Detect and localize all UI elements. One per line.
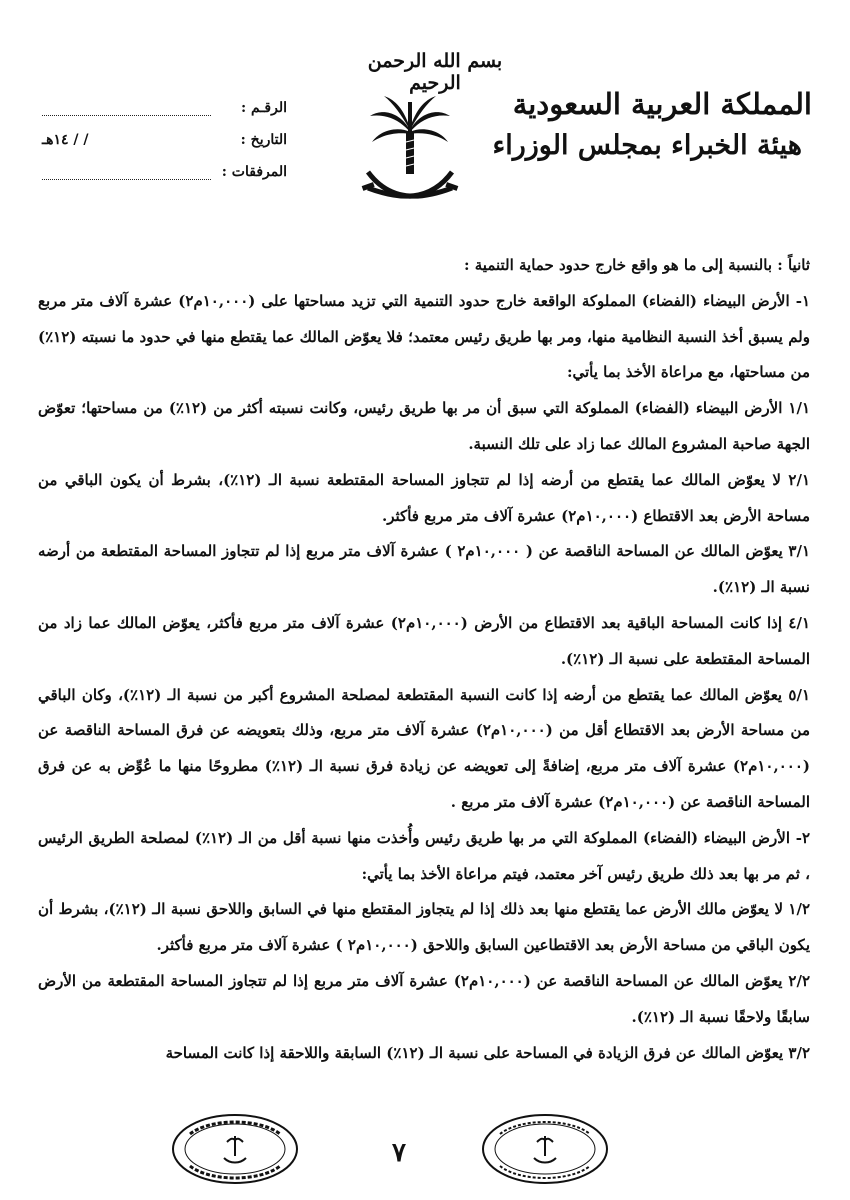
attachments-row xyxy=(42,156,287,188)
kingdom-name: المملكة العربية السعودية xyxy=(512,87,812,121)
section-heading: ثانياً : بالنسبة إلى ما هو واقع خارج حدود حماية التنمية : xyxy=(464,256,810,274)
clause-item: ٢- الأرض البيضاء (الفضاء) المملوكة التي مر بها طريق رئيس وأُخذت منها نسبة أقل من الـ (١٢٪) لمصلحة الطريق الرئيس ، ثم مر بها بعد ذلك طريق رئيس آخر معتمد، فيتم مراعاة الأخذ بما يأتي: xyxy=(38,828,810,883)
page-number: ٧ xyxy=(392,1138,406,1168)
attachments-label: المرفقات : xyxy=(221,164,287,180)
reference-number-row xyxy=(42,92,287,124)
reference-number-blank xyxy=(42,101,211,116)
clause-item: ١- الأرض البيضاء (الفضاء) المملوكة الواقعة خارج حدود التنمية التي تزيد مساحتها على (١٠,٠٠٠م٢) عشرة آلاف متر مربع ولم يسبق أخذ النسبة النظامية منها، ومر بها طريق رئيس معتمد؛ فلا يعوّض المالك عما يقتطع منها في حدود ما نسبته (١٢٪) من مساحتها، مع مراعاة الأخذ بما يأتي: xyxy=(38,291,811,382)
clause-item: ٤/١ إذا كانت المساحة الباقية بعد الاقتطاع من الأرض (١٠,٠٠٠م٢) عشرة آلاف متر مربع فأكثر، يعوّض المالك عما زاد من المساحة المقتطعة على نسبة الـ (١٢٪). xyxy=(38,613,810,668)
agency-name: هيئة الخبراء بمجلس الوزراء xyxy=(492,130,802,161)
palm-and-swords-emblem-icon xyxy=(360,92,460,212)
clause-item: ٢/١ لا يعوّض المالك عما يقتطع من أرضه إذا لم تتجاوز المساحة المقتطعة نسبة الـ (١٢٪)، بشرط أن يكون الباقي من مساحة الأرض بعد الاقتطاع (١٠,٠٠٠م٢) عشرة آلاف متر مربع فأكثر. xyxy=(38,470,810,525)
clause-item: ١/٢ لا يعوّض مالك الأرض عما يقتطع منها بعد ذلك إذا لم يتجاوز المقتطع منها في السابق واللاحق نسبة الـ (١٢٪)، بشرط أن يكون الباقي من مساحة الأرض بعد الاقتطاعين السابق واللاحق (١٠,٠٠٠م٢ ) عشرة آلاف متر مربع فأكثر. xyxy=(38,900,810,955)
bismillah-calligraphy: بسم الله الرحمن الرحيم xyxy=(367,50,503,94)
official-stamp-icon xyxy=(480,1112,610,1186)
date-row xyxy=(42,124,287,156)
date-value: / / ١٤هـ xyxy=(42,132,89,148)
clause-item: ٢/٢ يعوّض المالك عن المساحة الناقصة عن (١٠,٠٠٠م٢) عشرة آلاف متر مربع إذا لم تتجاوز المساحة المقتطعة من الأرض سابقًا ولاحقًا نسبة الـ (١٢٪). xyxy=(38,971,811,1026)
clause-item: ١/١ الأرض البيضاء (الفضاء) المملوكة التي سبق أن مر بها طريق رئيس، وكانت نسبته أكثر من (١٢٪) من مساحتها؛ تعوّض الجهة صاحبة المشروع المالك عما زاد على تلك النسبة. xyxy=(38,399,810,453)
document-body xyxy=(38,248,810,1071)
attachments-blank xyxy=(42,165,211,180)
letter-metadata xyxy=(42,92,287,188)
date-label: التاريخ : xyxy=(240,132,287,148)
clause-item: ٣/١ يعوّض المالك عن المساحة الناقصة عن ( ١٠,٠٠٠م٢ ) عشرة آلاف متر مربع إذا لم تتجاوز المساحة المقتطعة من أرضه نسبة الـ (١٢٪). xyxy=(38,542,810,597)
reference-number-label: الرقـم : xyxy=(240,100,287,116)
clause-item: ٥/١ يعوّض المالك عما يقتطع من أرضه إذا كانت النسبة المقتطعة لمصلحة المشروع أكبر من نسبة الـ (١٢٪)، وكان الباقي من مساحة الأرض بعد الاقتطاع أقل من (١٠,٠٠٠م٢) عشرة آلاف متر مربع، وذلك بتعويضه عن فرق المساحة الناقصة عن (١٠,٠٠٠م٢) عشرة آلاف متر مربع، إضافةً إلى تعويضه عن زيادة فرق نسبة الـ (١٢٪) مطروحًا منها ما عُوِّض به عن فرق المساحة الناقصة عن (١٠,٠٠٠م٢) عشرة آلاف متر مربع . xyxy=(38,685,811,811)
official-stamp-icon xyxy=(170,1112,300,1186)
clause-item: ٣/٢ يعوّض المالك عن فرق الزيادة في المساحة على نسبة الـ (١٢٪) السابقة واللاحقة إذا كانت المساحة xyxy=(165,1043,810,1062)
